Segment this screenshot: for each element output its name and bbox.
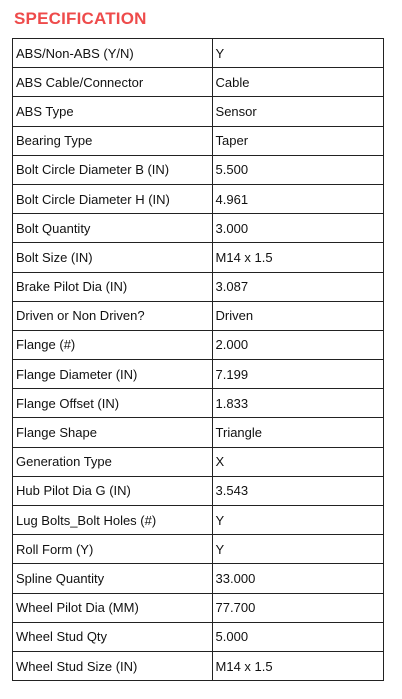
spec-label: Flange Shape: [13, 418, 213, 447]
spec-label: Bearing Type: [13, 126, 213, 155]
spec-value: 4.961: [212, 184, 383, 213]
spec-label: Spline Quantity: [13, 564, 213, 593]
table-row: [13, 418, 384, 447]
spec-label: Bolt Size (IN): [13, 243, 213, 272]
section-title: SPECIFICATION: [14, 9, 147, 28]
spec-value: Taper: [212, 126, 383, 155]
spec-label: ABS Cable/Connector: [13, 68, 213, 97]
spec-label: Wheel Stud Size (IN): [13, 651, 213, 680]
spec-label: Generation Type: [13, 447, 213, 476]
spec-value: 5.000: [212, 622, 383, 651]
spec-value: Triangle: [212, 418, 383, 447]
table-row: [13, 68, 384, 97]
spec-value: Y: [212, 506, 383, 535]
table-row: [13, 330, 384, 359]
table-row: [13, 301, 384, 330]
spec-label: Flange Diameter (IN): [13, 360, 213, 389]
spec-value: 3.543: [212, 476, 383, 505]
spec-label: Bolt Circle Diameter H (IN): [13, 184, 213, 213]
spec-label: Hub Pilot Dia G (IN): [13, 476, 213, 505]
spec-value: Driven: [212, 301, 383, 330]
spec-label: ABS/Non-ABS (Y/N): [13, 39, 213, 68]
specification-table-body: [13, 39, 384, 681]
table-row: [13, 39, 384, 68]
spec-label: ABS Type: [13, 97, 213, 126]
spec-value: 3.087: [212, 272, 383, 301]
spec-value: 5.500: [212, 155, 383, 184]
specification-table: [12, 38, 384, 681]
table-row: [13, 535, 384, 564]
table-row: [13, 214, 384, 243]
table-row: [13, 622, 384, 651]
table-row: [13, 593, 384, 622]
table-row: [13, 184, 384, 213]
spec-value: 2.000: [212, 330, 383, 359]
spec-value: 7.199: [212, 360, 383, 389]
table-row: [13, 447, 384, 476]
spec-value: Sensor: [212, 97, 383, 126]
spec-value: 3.000: [212, 214, 383, 243]
table-row: [13, 564, 384, 593]
table-row: [13, 126, 384, 155]
spec-label: Brake Pilot Dia (IN): [13, 272, 213, 301]
spec-label: Bolt Circle Diameter B (IN): [13, 155, 213, 184]
spec-value: M14 x 1.5: [212, 243, 383, 272]
spec-value: 1.833: [212, 389, 383, 418]
spec-label: Flange (#): [13, 330, 213, 359]
spec-value: X: [212, 447, 383, 476]
spec-value: Y: [212, 535, 383, 564]
spec-label: Roll Form (Y): [13, 535, 213, 564]
table-row: [13, 651, 384, 680]
spec-value: Cable: [212, 68, 383, 97]
spec-value: 33.000: [212, 564, 383, 593]
spec-value: Y: [212, 39, 383, 68]
table-row: [13, 360, 384, 389]
spec-label: Wheel Stud Qty: [13, 622, 213, 651]
spec-label: Wheel Pilot Dia (MM): [13, 593, 213, 622]
spec-label: Bolt Quantity: [13, 214, 213, 243]
table-row: [13, 389, 384, 418]
table-row: [13, 506, 384, 535]
table-row: [13, 243, 384, 272]
table-row: [13, 97, 384, 126]
spec-label: Lug Bolts_Bolt Holes (#): [13, 506, 213, 535]
spec-label: Flange Offset (IN): [13, 389, 213, 418]
table-row: [13, 272, 384, 301]
spec-label: Driven or Non Driven?: [13, 301, 213, 330]
table-row: [13, 155, 384, 184]
spec-value: 77.700: [212, 593, 383, 622]
spec-value: M14 x 1.5: [212, 651, 383, 680]
table-row: [13, 476, 384, 505]
